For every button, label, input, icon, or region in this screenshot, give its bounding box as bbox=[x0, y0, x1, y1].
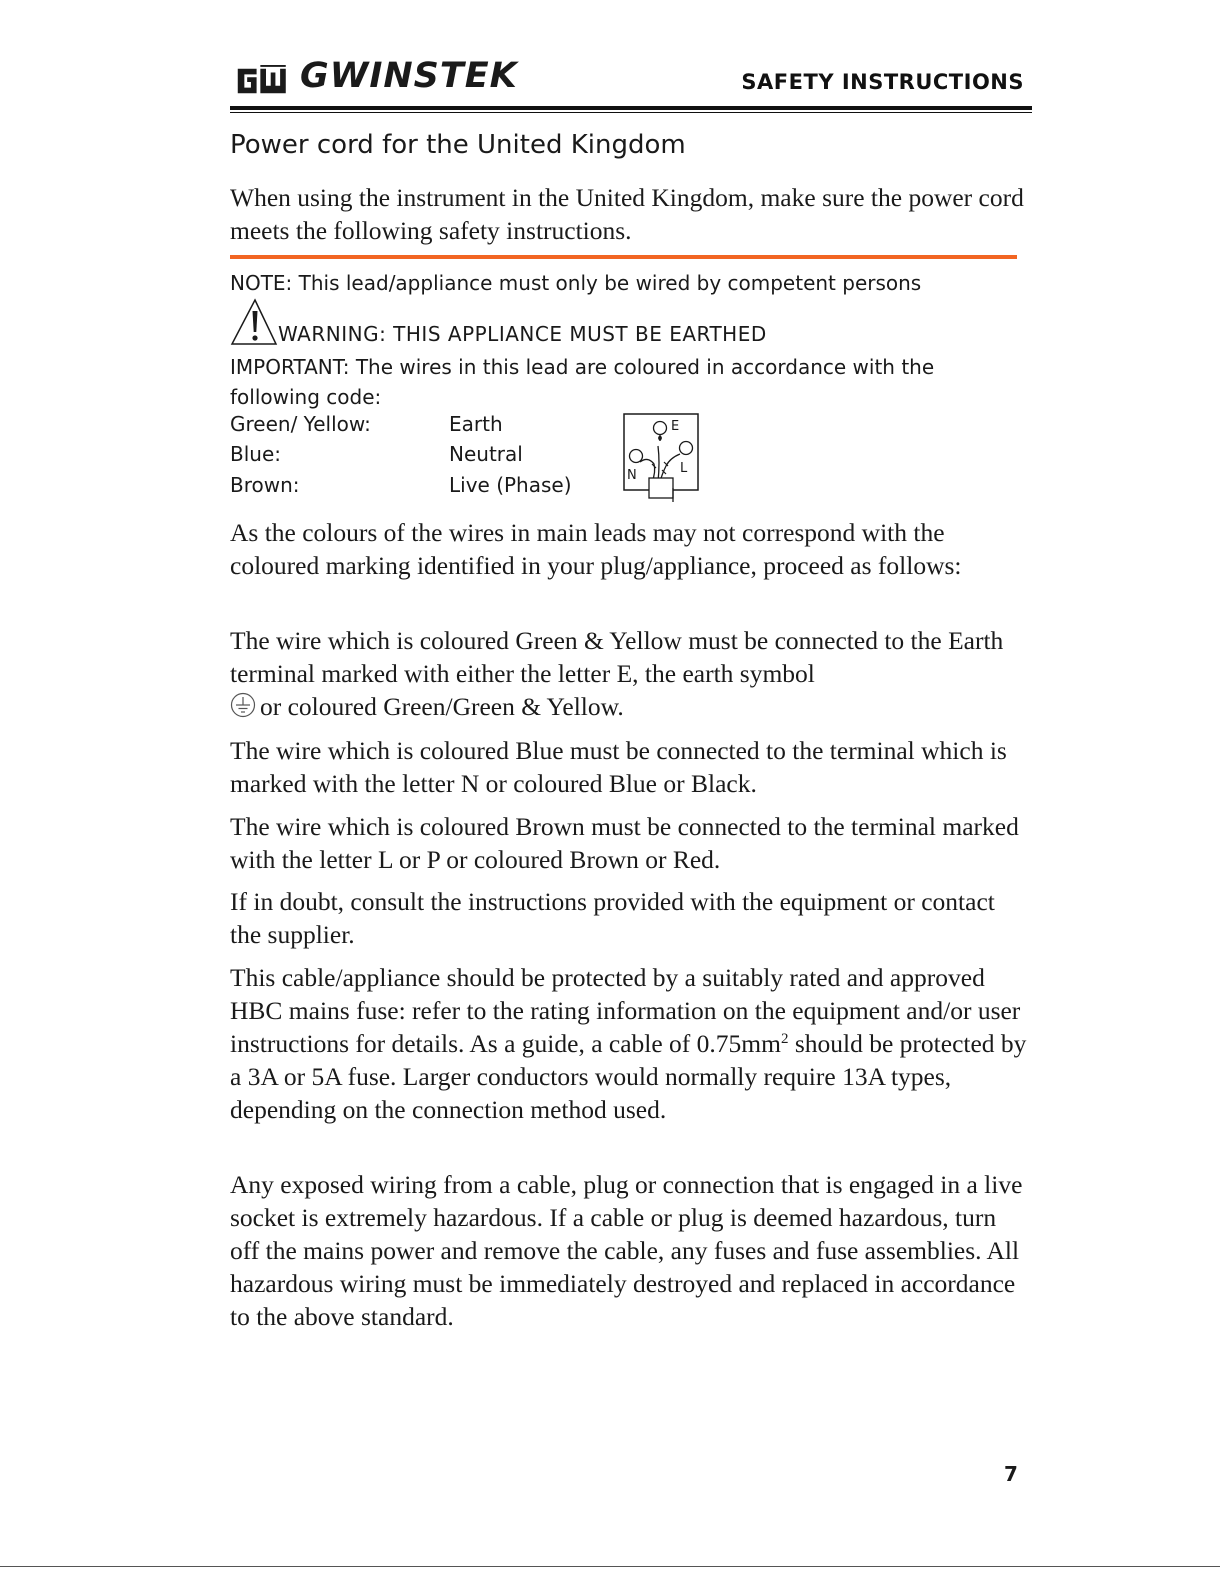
earth-symbol-icon bbox=[230, 692, 256, 718]
paragraph-doubt: If in doubt, consult the instructions provided with the equipment or contact the supplier. bbox=[230, 887, 995, 949]
paragraph-brown-wire: The wire which is coloured Brown must be connected to the terminal marked with the letter L or P or coloured Brown or Red. bbox=[230, 812, 1019, 874]
wire-color: Green/ Yellow: bbox=[230, 412, 371, 436]
bottom-edge-rule bbox=[0, 1566, 1220, 1567]
accent-rule bbox=[230, 255, 1017, 259]
paragraph-earth-wire-end: or coloured Green/Green & Yellow. bbox=[260, 692, 624, 721]
brand-wordmark: GWINSTEK bbox=[300, 56, 518, 96]
superscript-two: 2 bbox=[780, 1031, 789, 1047]
paragraph-fuse-text-end: should be protected by a 3A or 5A fuse. Larger conductors would normally require 13A types, depending on the connection method used. bbox=[230, 1029, 1027, 1124]
wire-color: Brown: bbox=[230, 473, 300, 497]
page-heading: Power cord for the United Kingdom bbox=[230, 130, 686, 160]
paragraph-colour-mismatch: As the colours of the wires in main leads may not correspond with the coloured marking identified in your plug/appliance, proceed as follows: bbox=[230, 518, 962, 580]
paragraph-fuse bbox=[230, 961, 1030, 1126]
wire-color: Blue: bbox=[230, 442, 281, 466]
plug-label-neutral: N bbox=[627, 468, 637, 483]
paragraph-exposed-wiring: Any exposed wiring from a cable, plug or connection that is engaged in a live socket is extremely hazardous. If a cable or plug is deemed hazardous, turn off the mains power and remove the cable, any fuses and fuse assemblies. All hazardous wiring must be immediately destroyed and replaced in accordance to the above standard. bbox=[230, 1170, 1023, 1331]
page-header bbox=[230, 56, 1032, 114]
important-line-2: following code: bbox=[230, 385, 382, 409]
paragraph-blue-wire: The wire which is coloured Blue must be connected to the terminal which is marked with the letter N or coloured Blue or Black. bbox=[230, 736, 1007, 798]
wire-function: Live (Phase) bbox=[449, 473, 572, 497]
paragraph-fuse-text: This cable/appliance should be protected by a suitably rated and approved HBC mains fuse: refer to the rating information on the equipment and/or user instructions for details. As a guide, a cable of 0.75mm bbox=[230, 963, 1021, 1058]
note-line: NOTE: This lead/appliance must only be wired by competent persons bbox=[230, 271, 922, 295]
important-line-1: IMPORTANT: The wires in this lead are coloured in accordance with the bbox=[230, 355, 935, 379]
uk-plug-diagram bbox=[622, 412, 702, 504]
paragraph-earth-wire-text: The wire which is coloured Green & Yellow must be connected to the Earth terminal marked with either the letter E, the earth symbol bbox=[230, 626, 1004, 688]
page-number: 7 bbox=[1004, 1462, 1018, 1486]
warning-text: WARNING: THIS APPLIANCE MUST BE EARTHED bbox=[278, 322, 767, 346]
section-title: SAFETY INSTRUCTIONS bbox=[741, 70, 1024, 94]
plug-label-live: L bbox=[680, 461, 688, 476]
intro-paragraph: When using the instrument in the United Kingdom, make sure the power cord meets the following safety instructions. bbox=[230, 183, 1024, 245]
plug-label-earth: E bbox=[671, 419, 680, 434]
wire-function: Neutral bbox=[449, 442, 523, 466]
header-rule-thick bbox=[230, 106, 1032, 110]
header-rule-thin bbox=[230, 112, 1032, 113]
wire-function: Earth bbox=[449, 412, 503, 436]
warning-triangle-icon bbox=[230, 298, 278, 348]
paragraph-earth-wire bbox=[230, 624, 1030, 723]
